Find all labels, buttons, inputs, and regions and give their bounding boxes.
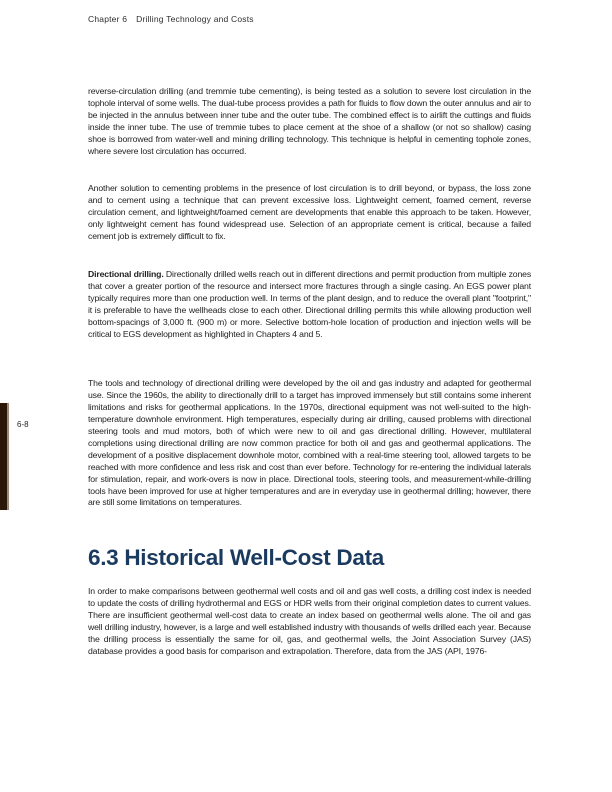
- page-number-label: 6-8: [17, 420, 29, 429]
- chapter-number: Chapter 6: [88, 14, 128, 24]
- chapter-title: Drilling Technology and Costs: [136, 14, 254, 24]
- paragraph-lead-directional-drilling: Directional drilling.: [88, 268, 164, 279]
- paragraph-well-cost-index: In order to make comparisons between geothermal well costs and oil and gas well costs, a drilling cost index is needed to update the costs of drilling hydrothermal and EGS or HDR wells from their original completion dates to current values. There are insufficient geothermal well-cost data to create an index based on geothermal wells alone. The oil and gas well drilling industry, however, is a large and well established industry with thousands of wells drilled each year. Because the drilling process is essentially the same for oil, gas, and geothermal wells, the Joint Association Survey (JAS) database provides a good basis for comparison and extrapolation. Therefore, data from the JAS (API, 1976-: [88, 586, 531, 656]
- paragraph-directional-drilling: [88, 269, 531, 340]
- running-header: [88, 14, 254, 24]
- chapter-edge-tab: [0, 403, 9, 510]
- body-text-column: [88, 86, 531, 658]
- paragraph-directional-tools: The tools and technology of directional drilling were developed by the oil and gas industry and adapted for geothermal use. Since the 1960s, the ability to directionally drill to a target has improved immensely but still contains some inherent limitations and risks for geothermal applications. In the 1970s, directional equipment was not well-suited to the high-temperature downhole environment. High temperatures, especially during air drilling, caused problems with directional steering tools and mud motors, both of which were new to oil and gas directional drilling. However, multilateral completions using directional drilling are now common practice for both oil and gas and geothermal applications. The development of a positive displacement downhole motor, combined with a real-time steering tool, allowed targets to be reached with more confidence and less risk and cost than ever before. Technology for re-entering the individual laterals for stimulation, repair, and work-overs is now in place. Directional tools, steering tools, and measurement-while-drilling tools have been improved for use at higher temperatures and are in everyday use in geothermal drilling; however, there are still some limitations on temperatures.: [88, 378, 531, 508]
- section-heading: 6.3 Historical Well-Cost Data: [88, 545, 384, 571]
- paragraph-directional-drilling-text: Directionally drilled wells reach out in different directions and permit production from multiple zones that cover a greater portion of the resource and intersect more fractures through a single casing. An EGS power plant typically requires more than one production well. In terms of the plant design, and to reduce the overall plant "footprint," it is preferable to have the wellheads close to each other. Directional drilling permits this while allowing production well bottom-spacings of 3,000 ft. (900 m) or more. Selective bottom-hole location of production and injection wells will be critical to EGS development as highlighted in Chapters 4 and 5.: [88, 268, 532, 339]
- paragraph-reverse-circulation: reverse-circulation drilling (and tremmie tube cementing), is being tested as a solution to severe lost circulation in the tophole interval of some wells. The dual-tube process provides a path for fluids to flow down the outer annulus and air to be injected in the annulus between inner tube and the outer tube. The combined effect is to airlift the cuttings and fluids inside the inner tube. The use of tremmie tubes to place cement at the shoe of a shallow (or not so shallow) casing shoe is borrowed from water-well and mining drilling technology. This technique is helpful in cementing tophole zones, where severe lost circulation has occurred.: [88, 86, 531, 156]
- paragraph-cementing-solutions: Another solution to cementing problems in the presence of lost circulation is to drill beyond, or bypass, the loss zone and to cement using a technique that can prevent excessive loss. Lightweight cement, foamed cement, reverse circulation cement, and lightweight/foamed cement are developments that enable this approach to be taken. However, only lightweight cement has found widespread use. Selection of an appropriate cement is critical, because a failed cement job is extremely difficult to fix.: [88, 183, 531, 242]
